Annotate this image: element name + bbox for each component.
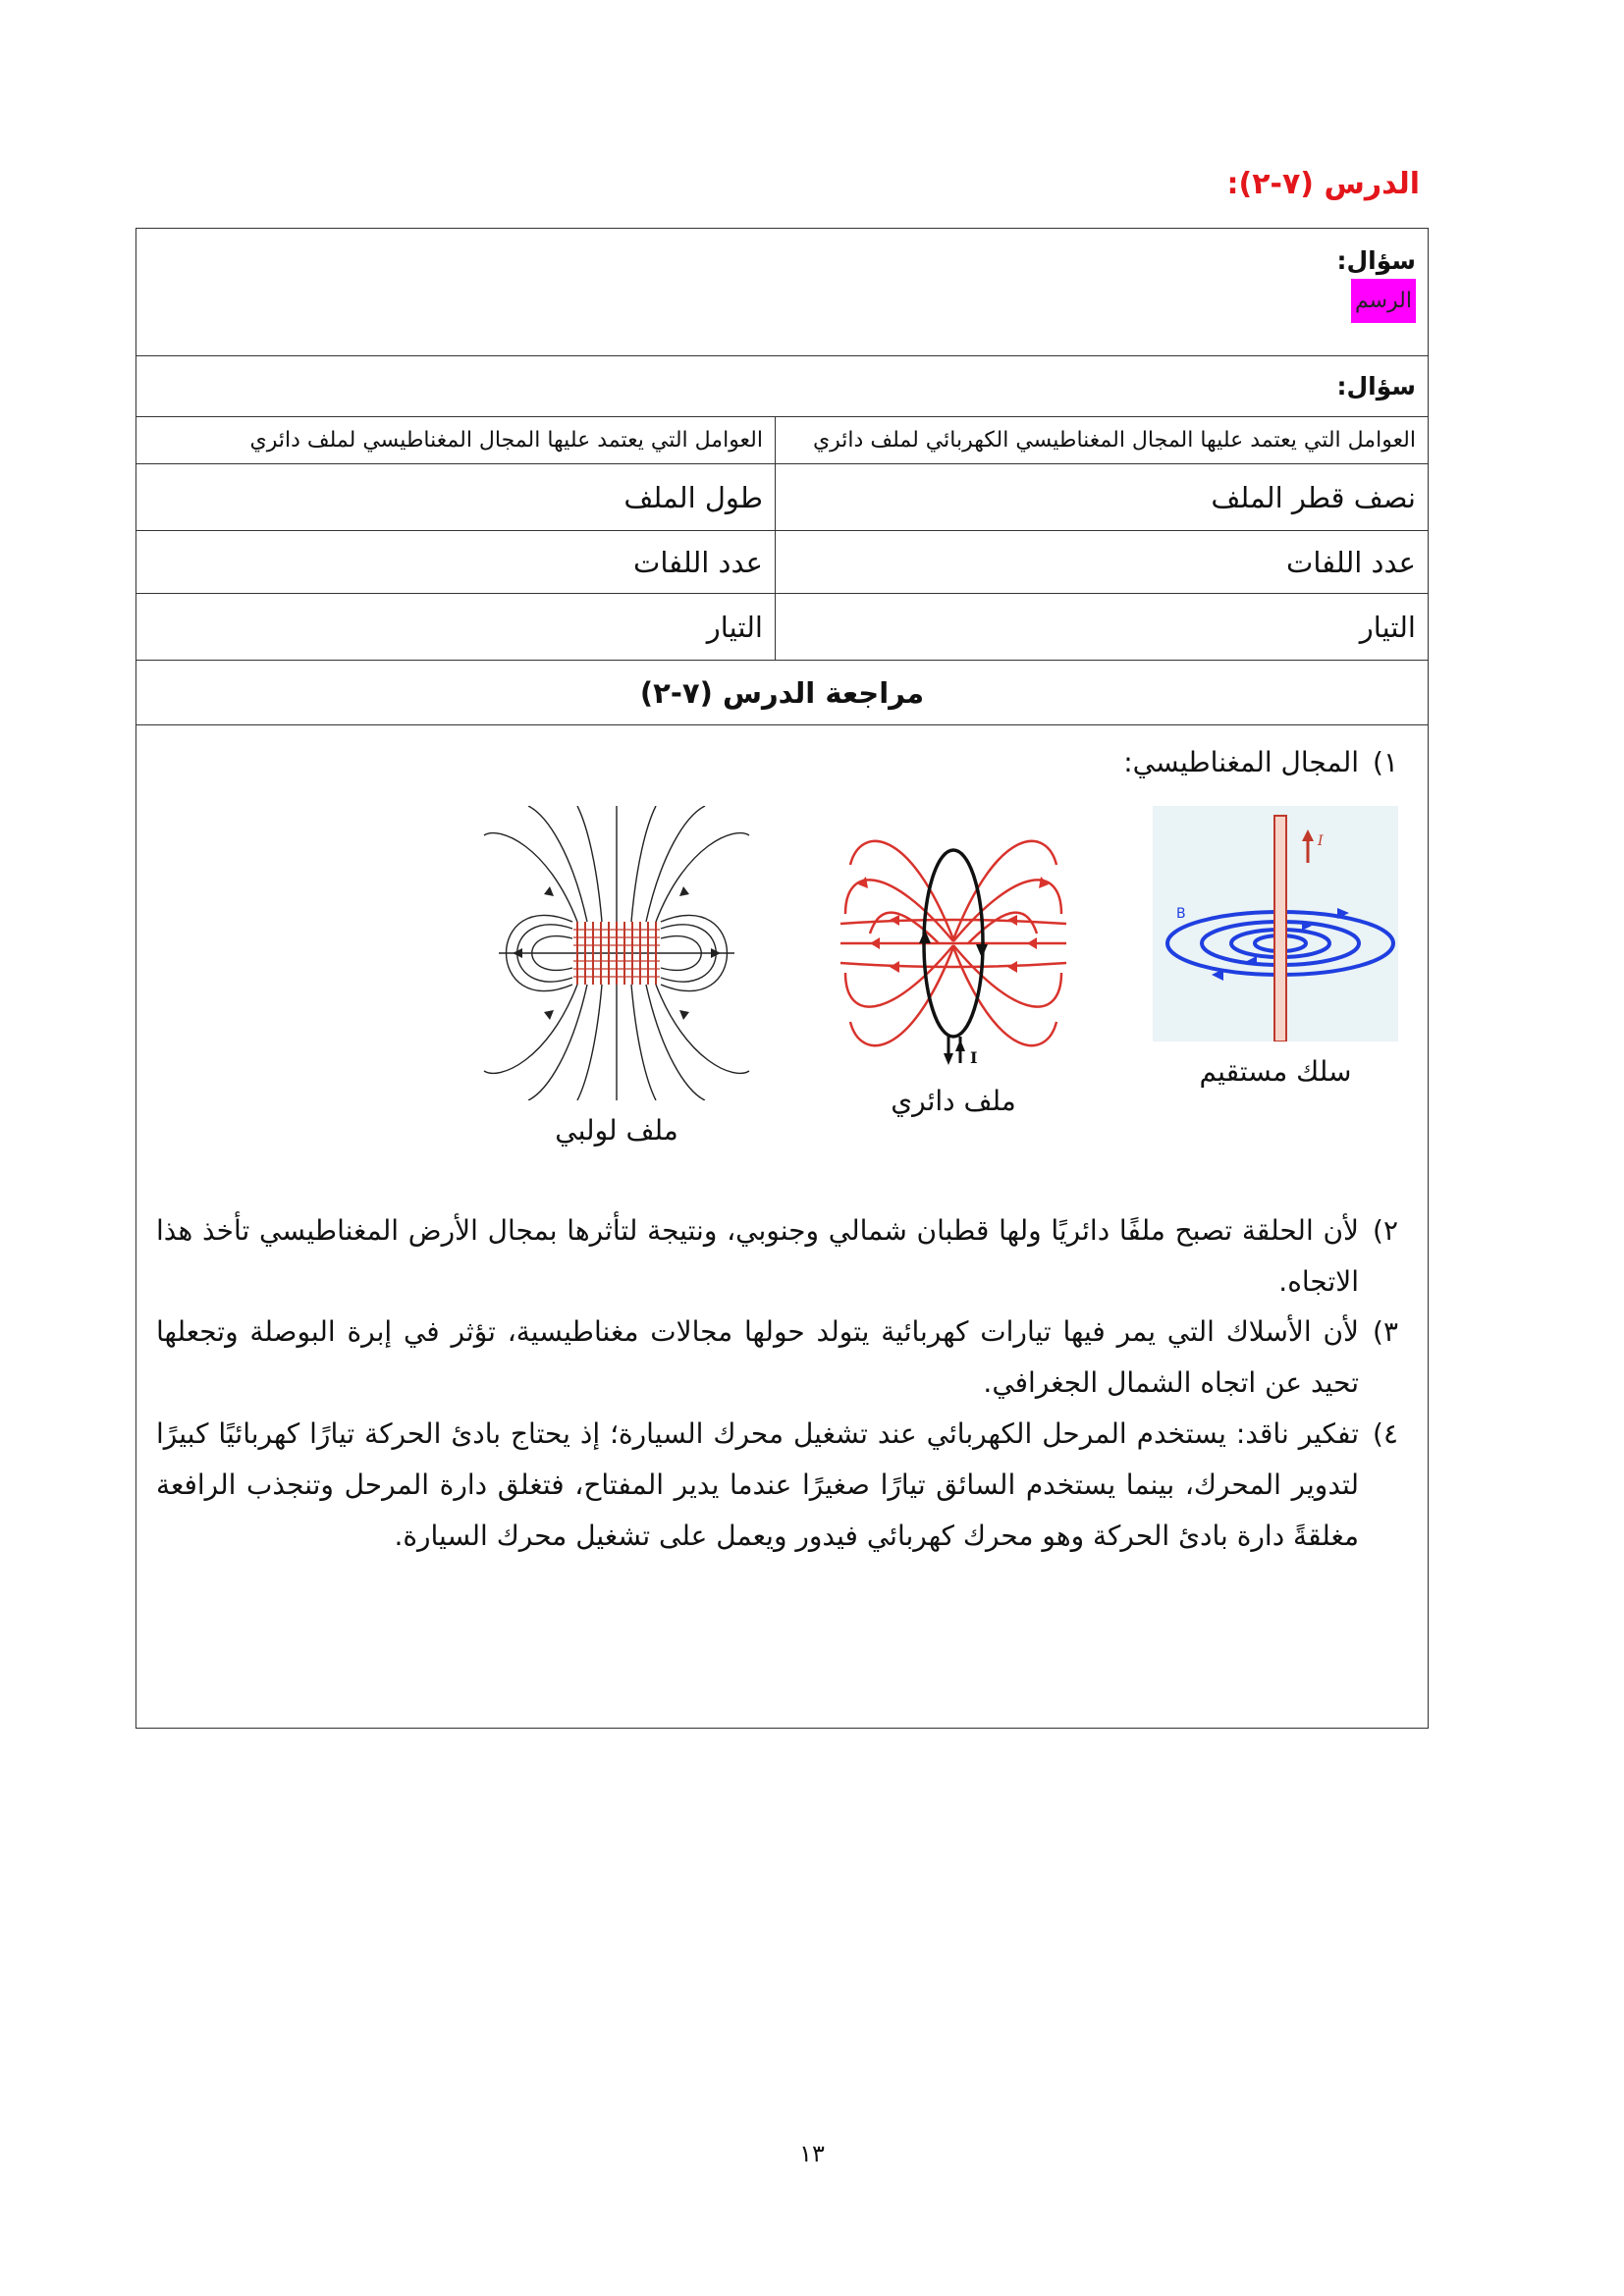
lesson-table bbox=[135, 228, 1429, 1729]
straight-wire-current-label: I bbox=[1318, 832, 1324, 849]
solenoid-caption: ملف لولبي bbox=[555, 1113, 678, 1147]
review-title-row bbox=[136, 661, 1429, 725]
straight-wire-caption: سلك مستقيم bbox=[1199, 1054, 1352, 1088]
factor-left-cell: عدد اللفات bbox=[136, 531, 776, 594]
circular-loop-current-label: I bbox=[970, 1047, 978, 1067]
q2-label-row bbox=[136, 356, 1429, 417]
circular-loop-field-diagram bbox=[831, 806, 1076, 1071]
figure-circular-loop bbox=[831, 806, 1076, 1147]
factor-left-cell: طول الملف bbox=[136, 464, 776, 531]
factor-left-cell: التيار bbox=[136, 594, 776, 661]
factors-row bbox=[136, 464, 1429, 531]
straight-wire-field-label: B bbox=[1176, 905, 1186, 922]
factors-header-right: العوامل التي يعتمد عليها المجال المغناطيسي الكهربائي لملف دائري bbox=[776, 417, 1429, 464]
drawing-highlight: الرسم bbox=[1351, 279, 1416, 323]
factors-header-left: العوامل التي يعتمد عليها المجال المغناطيسي لملف دائري bbox=[136, 417, 776, 464]
factor-right-cell: نصف قطر الملف bbox=[776, 464, 1429, 531]
factor-right-cell: التيار bbox=[776, 594, 1429, 661]
answer-2-number: ٢) bbox=[1373, 1213, 1398, 1247]
factors-header-row bbox=[136, 417, 1429, 464]
answer-1 bbox=[156, 737, 1398, 788]
factor-right-cell: عدد اللفات bbox=[776, 531, 1429, 594]
page-number: ١٣ bbox=[799, 2140, 825, 2167]
answers-cell bbox=[136, 725, 1429, 1729]
lesson-title: الدرس (٧-٢): bbox=[1226, 167, 1420, 201]
answer-4-text: تفكير ناقد: يستخدم المرحل الكهربائي عند تشغيل محرك السيارة؛ إذ يحتاج بادئ الحركة تيارًا كهربائيًا كبيرًا لتدوير المحرك، بينما يستخدم السائق تيارًا صغيرًا عندما يدير المفتاح، فتغلق دارة المرحل وتنجذب الرافعة مغلقةً دارة بادئ الحركة وهو محرك كهربائي فيدور ويعمل على تشغيل محرك السيارة. bbox=[156, 1416, 1360, 1552]
circular-loop-caption: ملف دائري bbox=[891, 1084, 1016, 1117]
answer-3-number: ٣) bbox=[1373, 1315, 1398, 1349]
answer-1-text: المجال المغناطيسي: bbox=[1123, 746, 1360, 778]
answer-2 bbox=[156, 1205, 1398, 1308]
figure-solenoid bbox=[479, 806, 754, 1147]
q1-label: سؤال: bbox=[1336, 246, 1416, 275]
answer-2-text: لأن الحلقة تصبح ملفًا دائريًا ولها قطبان شمالي وجنوبي، ونتيجة لتأثرها بمجال الأرض المغناطيسي تأخذ هذا الاتجاه. bbox=[156, 1213, 1360, 1298]
review-title: مراجعة الدرس (٧-٢) bbox=[136, 661, 1429, 725]
answer-1-number: ١) bbox=[1373, 746, 1398, 778]
q2-label: سؤال: bbox=[1336, 372, 1416, 400]
answer-3 bbox=[156, 1307, 1398, 1409]
factors-row bbox=[136, 531, 1429, 594]
factors-row bbox=[136, 594, 1429, 661]
solenoid-field-diagram bbox=[479, 806, 754, 1100]
answer-4 bbox=[156, 1409, 1398, 1561]
answers-row bbox=[136, 725, 1429, 1729]
answer-3-text: لأن الأسلاك التي يمر فيها تيارات كهربائية يتولد حولها مجالات مغناطيسية، تؤثر في إبرة البوصلة وتجعلها تحيد عن اتجاه الشمال الجغرافي. bbox=[156, 1315, 1360, 1400]
figure-straight-wire bbox=[1153, 806, 1398, 1147]
figures-row bbox=[156, 806, 1398, 1147]
answer-4-number: ٤) bbox=[1373, 1416, 1398, 1450]
q1-row bbox=[136, 229, 1429, 356]
straight-wire-field-diagram bbox=[1153, 806, 1398, 1041]
